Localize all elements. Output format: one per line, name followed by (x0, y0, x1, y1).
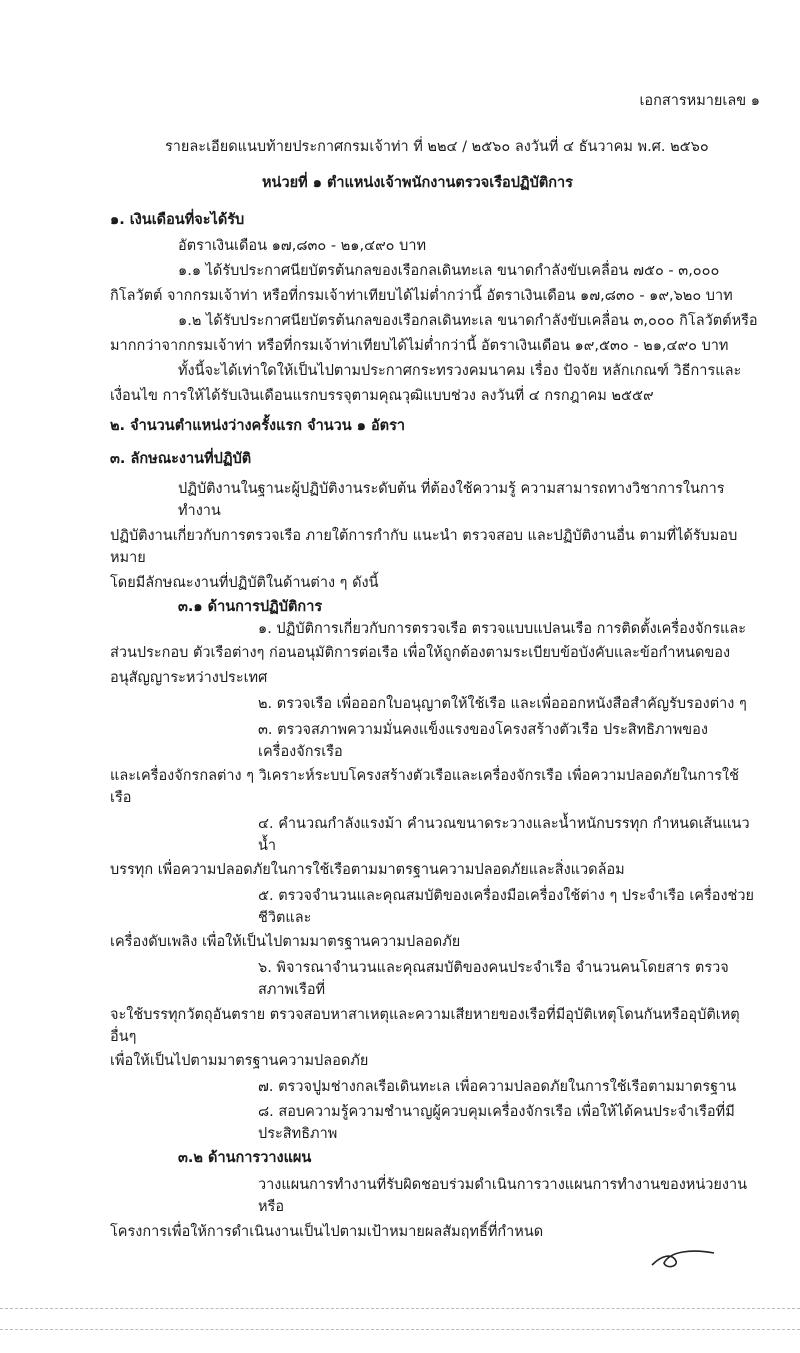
list-item: ๓. ตรวจสภาพความมั่นคงแข็งแรงของโครงสร้างตัวเรือ ประสิทธิภาพของเครื่องจักรเรือ (258, 722, 708, 760)
divider (0, 1329, 800, 1330)
section-2-heading: ๒. จำนวนตำแหน่งว่างครั้งแรก จำนวน ๑ อัตรา (110, 418, 406, 434)
unit-heading: หน่วยที่ ๑ ตำแหน่งเจ้าพนักงานตรวจเรือปฏิบัติการ (262, 175, 573, 191)
salary-range: อัตราเงินเดือน ๑๗,๘๓๐ - ๒๑,๔๙๐ บาท (178, 238, 427, 254)
paragraph-line: และเครื่องจักรกลต่าง ๆ วิเคราะห์ระบบโครงสร้างตัวเรือและเครื่องจักรเรือ เพื่อความปลอดภัยในการใช้เรือ (110, 768, 739, 806)
subsection-3-1-heading: ๓.๑ ด้านการปฏิบัติการ (178, 599, 323, 615)
list-item: ๒. ตรวจเรือ เพื่อออกใบอนุญาตให้ใช้เรือ และเพื่อออกหนังสือสำคัญรับรองต่าง ๆ (258, 696, 747, 712)
list-item: ๖. พิจารณาจำนวนและคุณสมบัติของคนประจำเรือ จำนวนคนโดยสาร ตรวจสภาพเรือที่ (258, 960, 729, 998)
signature-mark (648, 1243, 718, 1273)
paragraph-line: มากกว่าจากกรมเจ้าท่า หรือที่กรมเจ้าท่าเทียบได้ไม่ต่ำกว่านี้ อัตราเงินเดือน ๑๙,๕๓๐ - ๒๑,๔๙๐ บาท (110, 338, 729, 354)
paragraph-line: ทั้งนี้จะได้เท่าใดให้เป็นไปตามประกาศกระทรวงคมนาคม เรื่อง ปัจจัย หลักเกณฑ์ วิธีการและ (178, 363, 742, 379)
paragraph-line: บรรทุก เพื่อความปลอดภัยในการใช้เรือตามมาตรฐานความปลอดภัยและสิ่งแวดล้อม (110, 862, 625, 878)
paragraph-line: ปฏิบัติงานเกี่ยวกับการตรวจเรือ ภายใต้การกำกับ แนะนำ ตรวจสอบ และปฏิบัติงานอื่น ตามที่ได้รับมอบหมาย (110, 528, 738, 566)
list-item: ๗. ตรวจปูมช่างกลเรือเดินทะเล เพื่อความปลอดภัยในการใช้เรือตามมาตรฐาน (258, 1079, 737, 1095)
list-item: ๑. ปฏิบัติการเกี่ยวกับการตรวจเรือ ตรวจแบบแปลนเรือ การติดตั้งเครื่องจักรและ (258, 621, 747, 637)
paragraph-line: ปฏิบัติงานในฐานะผู้ปฏิบัติงานระดับต้น ที่ต้องใช้ความรู้ ความสามารถทางวิชาการในการทำงาน (178, 481, 725, 519)
paragraph-line: ๑.๒ ได้รับประกาศนียบัตรต้นกลของเรือกลเดินทะเล ขนาดกำลังขับเคลื่อน ๓,๐๐๐ กิโลวัตต์หรือ (178, 313, 758, 329)
list-item: ๔. คำนวณกำลังแรงม้า คำนวณขนาดระวางและน้ำหนักบรรทุก กำหนดเส้นแนวน้ำ (258, 816, 750, 854)
paragraph-line: เครื่องดับเพลิง เพื่อให้เป็นไปตามมาตรฐานความปลอดภัย (110, 934, 461, 950)
paragraph-line: โครงการเพื่อให้การดำเนินงานเป็นไปตามเป้าหมายผลสัมฤทธิ์ที่กำหนด (110, 1224, 544, 1240)
paragraph-line: ๑.๑ ได้รับประกาศนียบัตรต้นกลของเรือกลเดินทะเล ขนาดกำลังขับเคลื่อน ๗๕๐ - ๓,๐๐๐ (178, 263, 720, 279)
subsection-3-2-heading: ๓.๒ ด้านการวางแผน (178, 1150, 312, 1166)
list-item: ๘. สอบความรู้ความชำนาญผู้ควบคุมเครื่องจักรเรือ เพื่อให้ได้คนประจำเรือที่มีประสิทธิภาพ (258, 1104, 735, 1142)
document-number: เอกสารหมายเลข ๑ (639, 93, 760, 109)
footer-area (0, 1283, 650, 1343)
signature-area (110, 1243, 760, 1283)
paragraph-line: วางแผนการทำงานที่รับผิดชอบร่วมดำเนินการวางแผนการทำงานของหน่วยงานหรือ (258, 1177, 748, 1215)
paragraph-line: โดยมีลักษณะงานที่ปฏิบัติในด้านต่าง ๆ ดังนี้ (110, 575, 379, 591)
paragraph-line: กิโลวัตต์ จากกรมเจ้าท่า หรือที่กรมเจ้าท่าเทียบได้ไม่ต่ำกว่านี้ อัตราเงินเดือน ๑๗,๘๓๐ - ๑๙,๖๒๐ บาท (110, 288, 733, 304)
divider (0, 1308, 800, 1309)
paragraph-line: อนุสัญญาระหว่างประเทศ (110, 670, 268, 686)
document-title: รายละเอียดแนบท้ายประกาศกรมเจ้าท่า ที่ ๒๒๔ / ๒๕๖๐ ลงวันที่ ๔ ธันวาคม พ.ศ. ๒๕๖๐ (165, 139, 709, 155)
section-3-heading: ๓. ลักษณะงานที่ปฏิบัติ (110, 451, 252, 467)
section-1-heading: ๑. เงินเดือนที่จะได้รับ (110, 212, 245, 228)
paragraph-line: เงื่อนไข การให้ได้รับเงินเดือนแรกบรรจุตามคุณวุฒิแบบช่วง ลงวันที่ ๔ กรกฎาคม ๒๕๕๙ (110, 388, 654, 404)
paragraph-line: ส่วนประกอบ ตัวเรือต่างๆ ก่อนอนุมัติการต่อเรือ เพื่อให้ถูกต้องตามระเบียบข้อบังคับและข้อกำหนดของ (110, 645, 731, 661)
paragraph-line: เพื่อให้เป็นไปตามมาตรฐานความปลอดภัย (110, 1053, 369, 1069)
list-item: ๕. ตรวจจำนวนและคุณสมบัติของเครื่องมือเครื่องใช้ต่าง ๆ ประจำเรือ เครื่องช่วยชีวิตและ (258, 888, 755, 926)
paragraph-line: จะใช้บรรทุกวัตถุอันตราย ตรวจสอบหาสาเหตุและความเสียหายของเรือที่มีอุบัติเหตุโดนกันหรืออุบัติเหตุอื่นๆ (110, 1007, 740, 1045)
